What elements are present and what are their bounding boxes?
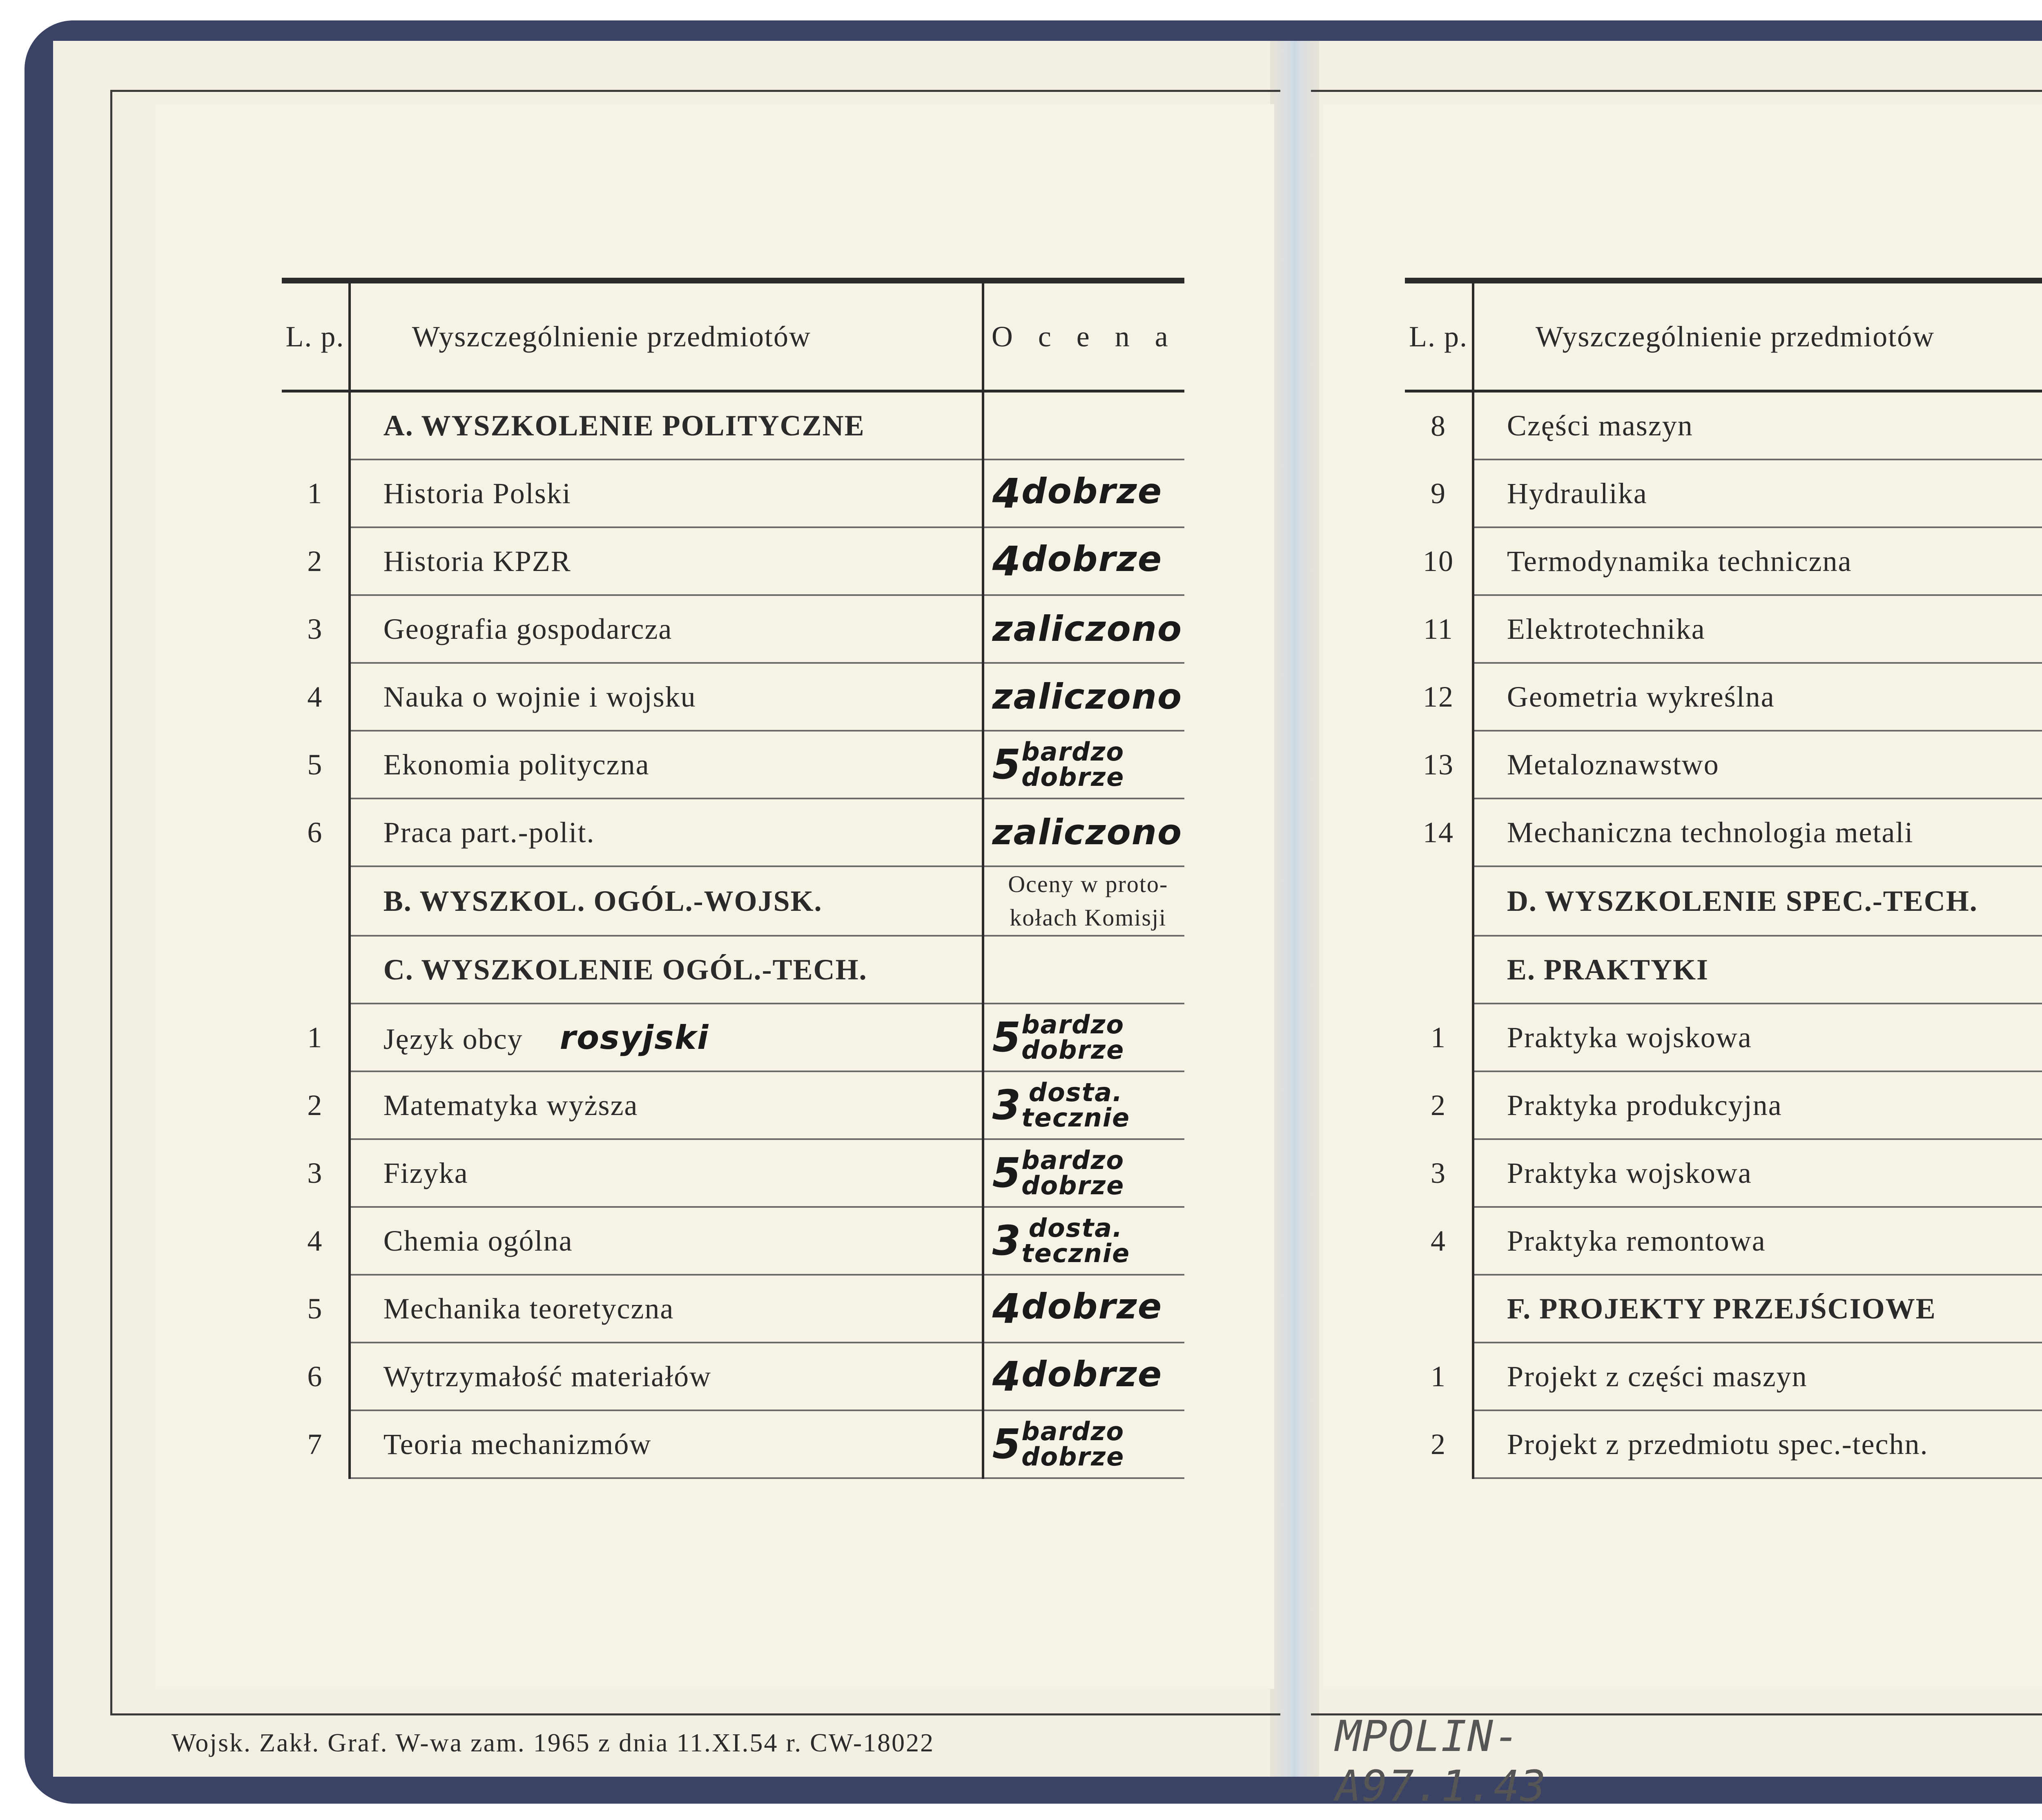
grades-table-left [282, 278, 1184, 1479]
row-number: 4 [1405, 1207, 1473, 1275]
grade-note [983, 866, 1184, 936]
table-row [282, 391, 1184, 460]
grade-word-line2: dobrze [1021, 1442, 1125, 1472]
row-number: 9 [1405, 459, 1473, 527]
table-row [1405, 1275, 2042, 1343]
section-heading [1473, 936, 2042, 1004]
subject-label: Mechanika teoretyczna [383, 1292, 674, 1325]
row-number [1405, 936, 1473, 1004]
grade-word: zaliczono [992, 609, 1183, 649]
subject-name [350, 1071, 983, 1139]
row-number: 14 [1405, 798, 1473, 866]
subject-name [350, 1343, 983, 1410]
subject-label: B. WYSZKOL. OGÓL.-WOJSK. [383, 884, 823, 917]
row-number: 12 [1405, 663, 1473, 731]
subject-name [1473, 1410, 2042, 1478]
grade-word-line2: tecznie [1021, 1238, 1130, 1268]
subject-name [1473, 1139, 2042, 1207]
grade-word-line2: tecznie [1021, 1103, 1130, 1133]
section-heading [350, 391, 983, 460]
subject-label: Ekonomia polityczna [383, 748, 650, 781]
row-number: 5 [282, 731, 350, 798]
subject-label: Praktyka remontowa [1507, 1224, 1766, 1257]
header-subject: Wyszczególnienie przedmiotów [1473, 281, 2042, 391]
table-header-row [282, 281, 1184, 391]
grade-words [1021, 1416, 1125, 1472]
subject-name [350, 527, 983, 595]
row-number: 1 [1405, 1343, 1473, 1410]
grade-word-line1: bardzo [1021, 1145, 1125, 1175]
grade-word: dobrze [1021, 471, 1163, 512]
subject-label: E. PRAKTYKI [1507, 953, 1709, 986]
row-number [282, 391, 350, 460]
subject-name [350, 459, 983, 527]
grades-table-right [1405, 278, 2042, 1479]
subject-label: Hydraulika [1507, 477, 1647, 510]
row-number: 2 [1405, 1410, 1473, 1478]
grade-words [1021, 1012, 1124, 1063]
row-number: 1 [282, 459, 350, 527]
subject-label: Praktyka wojskowa [1507, 1156, 1752, 1189]
grade-number: 4 [992, 537, 1022, 585]
subject-name [350, 1275, 983, 1343]
handwritten-grade [983, 1004, 1184, 1071]
subject-label: Części maszyn [1507, 409, 1693, 442]
table-row [1405, 663, 2042, 731]
grades-rows-right [1405, 391, 2042, 1479]
grade-number: 5 [992, 1149, 1022, 1197]
grade-words [1021, 1213, 1130, 1268]
table-row [1405, 866, 2042, 936]
table-row [282, 459, 1184, 527]
handwritten-grade [983, 1410, 1184, 1478]
handwritten-grade [983, 1139, 1184, 1207]
subject-label: Projekt z części maszyn [1507, 1360, 1808, 1393]
grade-number: 5 [992, 1420, 1022, 1468]
subject-name [350, 595, 983, 663]
row-number: 10 [1405, 527, 1473, 595]
subject-name [1473, 1071, 2042, 1139]
row-number: 2 [282, 1071, 350, 1139]
table-row [282, 1139, 1184, 1207]
table-row [1405, 459, 2042, 527]
handwritten-grade [983, 1207, 1184, 1275]
table-row [1405, 1004, 2042, 1071]
handwritten-grade [983, 798, 1184, 866]
handwritten-grade [983, 527, 1184, 595]
table-row [1405, 936, 2042, 1004]
header-lp: L. p. [1405, 281, 1473, 391]
subject-label: F. PROJEKTY PRZEJŚCIOWE [1507, 1292, 1936, 1325]
grade-number: 4 [992, 469, 1022, 517]
printer-imprint: Wojsk. Zakł. Graf. W-wa zam. 1965 z dnia 11.XI.54 r. CW-18022 [172, 1728, 935, 1757]
table-row [282, 936, 1184, 1004]
subject-label: Geometria wykreślna [1507, 680, 1775, 713]
subject-name [1473, 391, 2042, 460]
row-number [282, 936, 350, 1004]
table-row [1405, 391, 2042, 460]
handwritten-language: rosyjski [560, 1018, 709, 1057]
grade-word: dobrze [1021, 538, 1163, 580]
subject-label: Nauka o wojnie i wojsku [383, 680, 696, 713]
row-number: 3 [282, 595, 350, 663]
row-number: 2 [1405, 1071, 1473, 1139]
table-row [1405, 527, 2042, 595]
grade-word-line1: dosta. [1028, 1077, 1123, 1107]
row-number: 1 [282, 1004, 350, 1071]
subject-label: Język obcy [383, 1022, 523, 1055]
handwritten-grade [983, 731, 1184, 798]
subject-label: Elektrotechnika [1507, 612, 1705, 645]
subject-label: Praktyka wojskowa [1507, 1021, 1752, 1054]
subject-name [350, 798, 983, 866]
table-row [282, 1410, 1184, 1478]
inventory-number: MPOLIN-A97.1.43 [1335, 1711, 1547, 1811]
table-row [282, 731, 1184, 798]
section-heading [1473, 1275, 2042, 1343]
grade-word-line1: dosta. [1028, 1213, 1123, 1243]
row-number: 7 [282, 1410, 350, 1478]
table-row [282, 1071, 1184, 1139]
grade-word-line1: bardzo [1021, 1416, 1125, 1446]
table-row [282, 527, 1184, 595]
row-number [1405, 1275, 1473, 1343]
row-number: 1 [1405, 1004, 1473, 1071]
grade-empty [983, 936, 1184, 1004]
subject-label: Termodynamika techniczna [1507, 544, 1852, 578]
subject-name [1473, 663, 2042, 731]
grade-number: 4 [992, 1285, 1022, 1333]
subject-label: Projekt z przedmiotu spec.-techn. [1507, 1427, 1928, 1461]
section-heading [350, 936, 983, 1004]
header-grade: O c e n a [983, 281, 1184, 391]
table-row [282, 1004, 1184, 1071]
subject-name [350, 731, 983, 798]
table-row [282, 798, 1184, 866]
subject-label: Chemia ogólna [383, 1224, 573, 1257]
subject-name [1473, 1207, 2042, 1275]
subject-label: A. WYSZKOLENIE POLITYCZNE [383, 409, 865, 442]
table-row [282, 866, 1184, 936]
handwritten-grade [983, 1275, 1184, 1343]
header-lp: L. p. [282, 281, 350, 391]
subject-label: Wytrzymałość materiałów [383, 1360, 712, 1393]
row-number: 4 [282, 1207, 350, 1275]
grades-rows-left [282, 391, 1184, 1479]
subject-label: D. WYSZKOLENIE SPEC.-TECH. [1507, 884, 1978, 917]
subject-label: Praktyka produkcyjna [1507, 1088, 1782, 1122]
row-number [1405, 866, 1473, 936]
subject-name [1473, 527, 2042, 595]
table-row [282, 1275, 1184, 1343]
table-row [1405, 1343, 2042, 1410]
grade-empty [983, 391, 1184, 460]
subject-name [1473, 731, 2042, 798]
grade-word: zaliczono [992, 676, 1183, 717]
header-subject: Wyszczególnienie przedmiotów [350, 281, 983, 391]
row-number [282, 866, 350, 936]
grade-word-line1: bardzo [1021, 737, 1125, 767]
grade-number: 3 [992, 1081, 1022, 1129]
subject-name [350, 663, 983, 731]
row-number: 5 [282, 1275, 350, 1343]
row-number: 3 [282, 1139, 350, 1207]
subject-name [1473, 1343, 2042, 1410]
grade-word-line2: dobrze [1021, 762, 1125, 792]
table-row [1405, 798, 2042, 866]
subject-name [350, 1410, 983, 1478]
subject-label: Teoria mechanizmów [383, 1427, 652, 1461]
handwritten-grade [983, 1343, 1184, 1410]
grade-words [1021, 1145, 1125, 1200]
table-row [1405, 595, 2042, 663]
row-number: 6 [282, 1343, 350, 1410]
table-row [1405, 731, 2042, 798]
subject-name [1473, 595, 2042, 663]
row-number: 13 [1405, 731, 1473, 798]
grade-number: 4 [992, 1352, 1022, 1401]
grade-word-line2: dobrze [1021, 1035, 1125, 1065]
grade-number: 5 [992, 1013, 1022, 1061]
table-header-row [1405, 281, 2042, 391]
grade-number: 5 [992, 740, 1022, 788]
note-line2: kołach Komisji [1010, 904, 1167, 931]
row-number: 4 [282, 663, 350, 731]
grade-word-line2: dobrze [1021, 1171, 1125, 1200]
table-row [1405, 1139, 2042, 1207]
row-number: 8 [1405, 391, 1473, 460]
row-number: 11 [1405, 595, 1473, 663]
subject-name [1473, 459, 2042, 527]
subject-label: Praca part.-polit. [383, 816, 595, 849]
table-row [1405, 1071, 2042, 1139]
handwritten-grade [983, 663, 1184, 731]
grade-number: 3 [992, 1217, 1022, 1265]
grade-word: dobrze [1021, 1286, 1163, 1327]
subject-label: Fizyka [383, 1156, 468, 1189]
subject-name [350, 1004, 983, 1071]
subject-name [1473, 1004, 2042, 1071]
grade-word: zaliczono [992, 812, 1183, 853]
subject-name [350, 1139, 983, 1207]
grade-words [1021, 1077, 1130, 1133]
row-number: 6 [282, 798, 350, 866]
grade-word-line1: bardzo [1021, 1010, 1125, 1039]
subject-label: Matematyka wyższa [383, 1088, 638, 1122]
grade-word: dobrze [1021, 1354, 1163, 1395]
handwritten-grade [983, 595, 1184, 663]
row-number: 3 [1405, 1139, 1473, 1207]
row-number: 2 [282, 527, 350, 595]
section-heading [1473, 866, 2042, 936]
grade-words [1021, 739, 1124, 790]
subject-name [1473, 798, 2042, 866]
note-line1: Oceny w proto- [1008, 871, 1168, 897]
table-row [282, 595, 1184, 663]
section-heading [350, 866, 983, 936]
table-row [1405, 1410, 2042, 1478]
subject-label: C. WYSZKOLENIE OGÓL.-TECH. [383, 953, 867, 986]
subject-label: Geografia gospodarcza [383, 612, 673, 645]
subject-label: Historia Polski [383, 477, 571, 510]
handwritten-grade [983, 1071, 1184, 1139]
subject-name [350, 1207, 983, 1275]
table-row [282, 1207, 1184, 1275]
table-row [1405, 1207, 2042, 1275]
subject-label: Metaloznawstwo [1507, 748, 1719, 781]
subject-label: Historia KPZR [383, 544, 571, 578]
subject-label: Mechaniczna technologia metali [1507, 816, 1914, 849]
handwritten-grade [983, 459, 1184, 527]
table-row [282, 663, 1184, 731]
table-row [282, 1343, 1184, 1410]
